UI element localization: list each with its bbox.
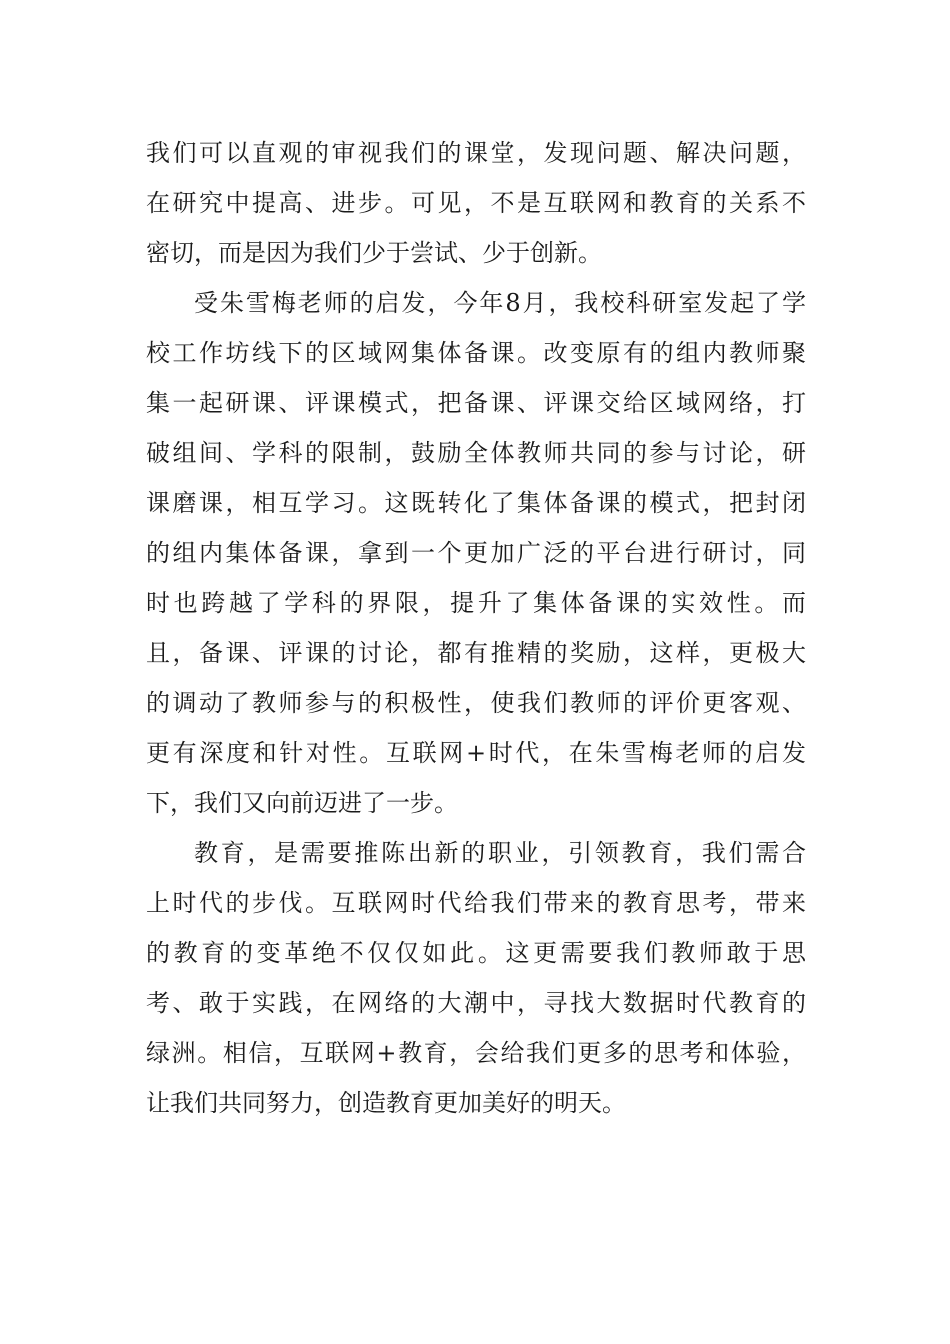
text-line: 我们可以直观的审视我们的课堂，发现问题、解决问题，: [146, 139, 806, 167]
text-line: 的调动了教师参与的积极性，使我们教师的评价更客观、: [146, 689, 806, 717]
text-line: 考、敢于实践，在网络的大潮中，寻找大数据时代教育的: [146, 989, 806, 1017]
text-line: 且，备课、评课的讨论，都有推精的奖励，这样，更极大: [146, 639, 806, 667]
document-body: [146, 128, 806, 1128]
text-line: 时也跨越了学科的界限，提升了集体备课的实效性。而: [146, 589, 806, 617]
text-line: 破组间、学科的限制，鼓励全体教师共同的参与讨论，研: [146, 439, 806, 467]
text-line: 在研究中提高、进步。可见，不是互联网和教育的关系不: [146, 189, 806, 217]
text-line: 教育，是需要推陈出新的职业，引领教育，我们需合: [194, 839, 806, 867]
text-line: 上时代的步伐。互联网时代给我们带来的教育思考，带来: [146, 889, 806, 917]
paragraph-3: [146, 828, 806, 1128]
text-line: 课磨课，相互学习。这既转化了集体备课的模式，把封闭: [146, 489, 806, 517]
text-line: 受朱雪梅老师的启发，今年8月，我校科研室发起了学: [194, 289, 806, 317]
text-line: 的组内集体备课，拿到一个更加广泛的平台进行研讨，同: [146, 539, 806, 567]
text-line: 下，我们又向前迈进了一步。: [146, 789, 458, 817]
text-line: 绿洲。相信，互联网+教育，会给我们更多的思考和体验，: [146, 1039, 806, 1067]
text-line: 让我们共同努力，创造教育更加美好的明天。: [146, 1089, 626, 1117]
text-line: 的教育的变革绝不仅仅如此。这更需要我们教师敢于思: [146, 939, 806, 967]
paragraph-2: [146, 278, 806, 828]
text-line: 密切，而是因为我们少于尝试、少于创新。: [146, 239, 602, 267]
paragraph-1: [146, 128, 806, 278]
text-line: 集一起研课、评课模式，把备课、评课交给区域网络，打: [146, 389, 806, 417]
text-line: 校工作坊线下的区域网集体备课。改变原有的组内教师聚: [146, 339, 806, 367]
text-line: 更有深度和针对性。互联网+时代，在朱雪梅老师的启发: [146, 739, 806, 767]
